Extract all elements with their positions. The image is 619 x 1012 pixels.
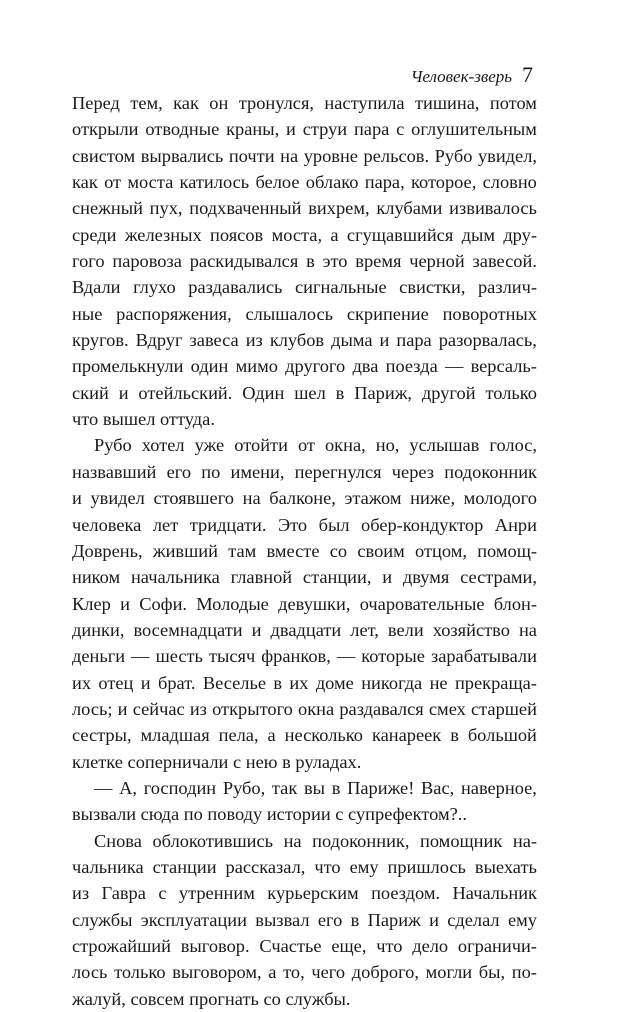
text-line: вызвали сюда по поводу истории с супрефектом?..: [72, 804, 467, 825]
running-title: Человек-зверь: [410, 67, 512, 86]
text-line: строжайший выговор. Счастье еще, что дело ограничи-: [72, 936, 537, 956]
text-line: ский и отейльский. Один шел в Париж, другой только: [72, 382, 537, 403]
page-number: 7: [522, 62, 533, 87]
text-line: открыли отводные краны, и струи пара с оглушительным: [72, 119, 537, 140]
text-line: Перед тем, как он тронулся, наступила тишина, потом: [72, 93, 537, 113]
text-line: ником начальника главной станции, и двумя сестрами,: [72, 567, 537, 588]
text-line: Доврень, живший там вместе со своим отцом, помощ-: [72, 540, 537, 561]
paragraph: [72, 828, 537, 1012]
text-line: как от моста катилось белое облако пара, которое, словно: [72, 172, 537, 193]
text-line: клетке соперничали с нею в руладах.: [72, 751, 362, 772]
text-line: снежный пух, подхваченный вихрем, клубами извивалось: [72, 198, 537, 219]
text-line: среди железных поясов моста, а сгущавшийся дым дру-: [72, 224, 537, 245]
text-line: лось; и сейчас из открытого окна раздавался смех старшей: [72, 698, 537, 719]
text-line: из Гавра с утренним курьерским поездом. Начальник: [72, 883, 537, 904]
text-line: гого паровоза раскидывался в это время черной завесой.: [72, 251, 537, 272]
text-line: чальника станции рассказал, что ему пришлось выехать: [72, 856, 537, 877]
text-line: и увидел стоявшего на балконе, этажом ниже, молодого: [72, 488, 537, 509]
text-line: промелькнули один мимо другого два поезда — версаль-: [72, 356, 537, 377]
paragraph: [72, 775, 537, 828]
text-line: Снова облокотившись на подоконник, помощник на-: [94, 830, 537, 851]
text-line: деньги — шесть тысяч франков, — которые зарабатывали: [72, 646, 537, 667]
body-text: [72, 90, 537, 1012]
text-line: сестры, младшая пела, а несколько канареек в большой: [72, 725, 537, 746]
text-line: что вышел оттуда.: [72, 409, 215, 430]
text-line: динки, восемнадцати и двадцати лет, вели хозяйство на: [72, 619, 537, 640]
text-line: жалуй, совсем прогнать со службы.: [72, 988, 351, 1009]
text-line: лось только выговором, а то, чего доброго, могли бы, по-: [72, 962, 537, 983]
text-line: Рубо хотел уже отойти от окна, но, услышав голос,: [94, 435, 537, 456]
text-line: назвавший его по имени, перегнулся через подоконник: [72, 461, 537, 482]
text-line: Клер и Софи. Молодые девушки, очаровательные блон-: [72, 593, 537, 614]
text-line: ные распоряжения, слышалось скрипение поворотных: [72, 303, 537, 324]
text-line: человека лет тридцати. Это был обер-кондуктор Анри: [72, 514, 537, 535]
running-head: [411, 62, 533, 88]
paragraph: [72, 432, 537, 774]
text-line: службы эксплуатации вызвал его в Париж и сделал ему: [72, 909, 537, 930]
text-line: их отец и брат. Веселье в их доме никогда не прекраща-: [72, 672, 537, 693]
text-line: кругов. Вдруг завеса из клубов дыма и пара разорвалась,: [72, 330, 537, 351]
paragraph: [72, 90, 537, 432]
text-line: Вдали глухо раздавались сигнальные свистки, различ-: [72, 277, 537, 298]
text-line: свистом вырвались почти на уровне рельсов. Рубо увидел,: [72, 145, 537, 166]
text-line: — А, господин Рубо, так вы в Париже! Вас, наверное,: [94, 777, 537, 798]
